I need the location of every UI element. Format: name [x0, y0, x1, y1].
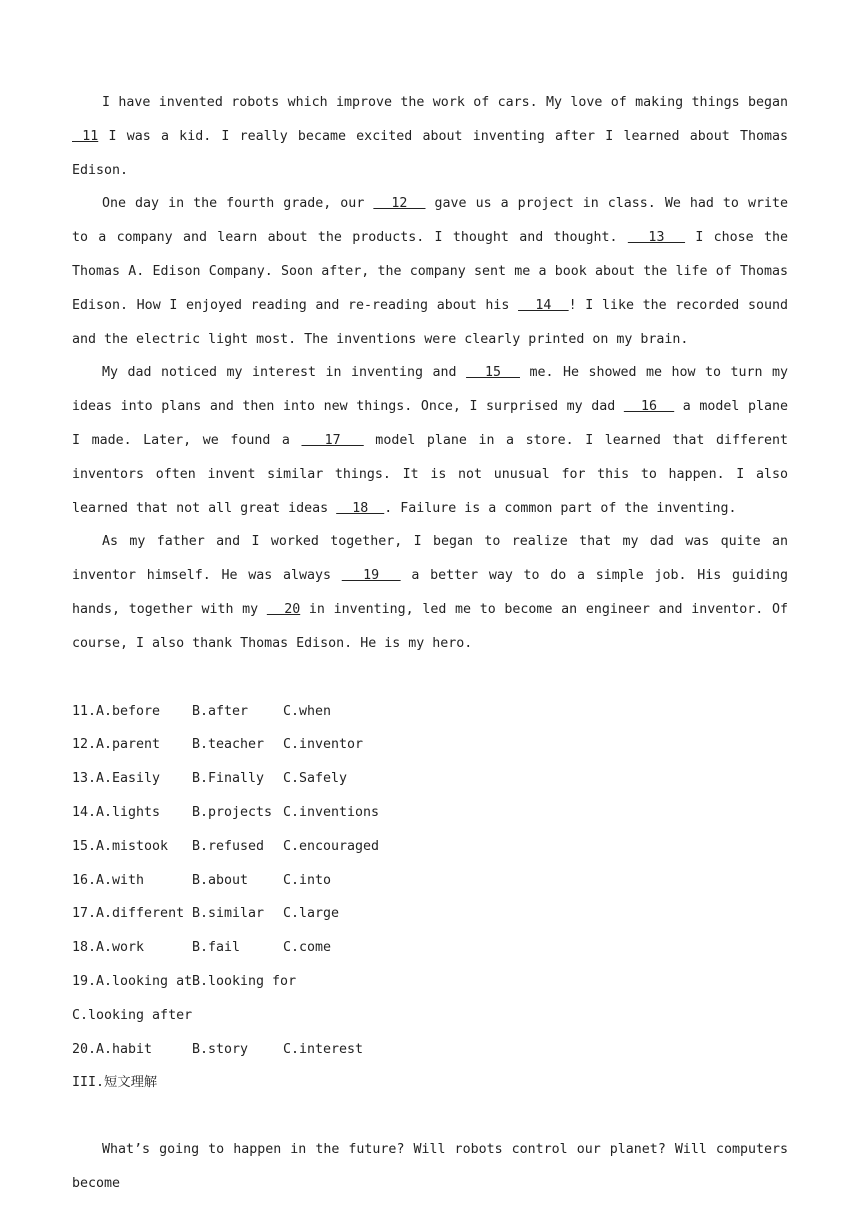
blank-13[interactable]: 13	[627, 230, 686, 246]
document-page	[72, 86, 788, 1201]
option-c[interactable]: C.large	[283, 906, 340, 922]
option-b[interactable]: B.similar	[192, 906, 265, 922]
section-heading: III.短文理解	[72, 1075, 158, 1091]
option-a[interactable]: 17.A.different	[72, 906, 185, 922]
blank-14[interactable]: 14	[518, 297, 569, 313]
option-row-14	[72, 796, 788, 830]
option-a[interactable]: 12.A.parent	[72, 737, 161, 753]
option-b[interactable]: B.about	[192, 872, 249, 888]
option-row-18	[72, 931, 788, 965]
option-a[interactable]: 16.A.with	[72, 872, 145, 888]
option-b[interactable]: B.projects	[192, 804, 273, 820]
blank-12[interactable]: 12	[373, 196, 426, 212]
option-b[interactable]: B.after	[192, 703, 249, 719]
option-c[interactable]: C.come	[283, 940, 332, 956]
blank-16[interactable]: 16	[623, 399, 675, 415]
blank-15[interactable]: 15	[466, 365, 520, 381]
blank-18[interactable]: 18	[336, 500, 385, 516]
option-row-12	[72, 728, 788, 762]
paragraph-1: I have invented robots which improve the work of cars. My love of making things began 11 I was a kid. I really became excited about inventing after I learned about Thomas Edison.	[72, 95, 788, 178]
option-b[interactable]: B.fail	[192, 940, 241, 956]
option-row-19	[72, 965, 788, 999]
option-row-20	[72, 1033, 788, 1067]
blank-20[interactable]: 20	[266, 601, 301, 617]
paragraph-3: My dad noticed my interest in inventing and 15 me. He showed me how to turn my ideas into plans and then into new things. Once, I surprised my dad 16 a model plane I made. Later, we found a 17 model plane in a store. I learned that different inventors often invent similar things. It is not unusual for this to happen. I also learned that not all great ideas 18 . Failure is a common part of the inventing.	[72, 365, 789, 516]
option-c[interactable]: C.when	[283, 703, 332, 719]
option-row-15	[72, 830, 788, 864]
option-a[interactable]: 13.A.Easily	[72, 771, 161, 787]
reading-passage-start: What’s going to happen in the future? Will robots control our planet? Will computers become	[72, 1142, 788, 1191]
options-list	[72, 695, 788, 1067]
option-b[interactable]: B.story	[192, 1041, 249, 1057]
paragraph-4: As my father and I worked together, I began to realize that my dad was quite an inventor himself. He was always 19 a better way to do a simple job. His guiding hands, together with my 20 in inventing, led me to become an engineer and inventor. Of course, I also thank Thomas Edison. He is my hero.	[72, 534, 788, 651]
option-a[interactable]: 14.A.lights	[72, 804, 161, 820]
option-a[interactable]: 18.A.work	[72, 940, 145, 956]
paragraph-2: One day in the fourth grade, our 12 gave us a project in class. We had to write to a company and learn about the products. I thought and thought. 13 I chose the Thomas A. Edison Company. Soon after, the company sent me a book about the life of Thomas Edison. How I enjoyed reading and re-reading about his 14 ! I like the recorded sound and the electric light most. The inventions were clearly printed on my brain.	[72, 196, 788, 347]
blank-11[interactable]: 11	[72, 128, 99, 144]
option-c[interactable]: C.looking after	[72, 1007, 193, 1023]
option-row-13	[72, 762, 788, 796]
option-b[interactable]: B.Finally	[192, 771, 265, 787]
option-row-17	[72, 897, 788, 931]
blank-17[interactable]: 17	[301, 432, 364, 448]
option-a[interactable]: 11.A.before	[72, 703, 161, 719]
option-row-19-c	[72, 999, 788, 1033]
option-c[interactable]: C.interest	[283, 1041, 364, 1057]
option-b[interactable]: B.teacher	[192, 737, 265, 753]
option-c[interactable]: C.Safely	[283, 771, 348, 787]
option-c[interactable]: C.inventor	[283, 737, 364, 753]
option-row-16	[72, 864, 788, 898]
option-c[interactable]: C.into	[283, 872, 332, 888]
option-a[interactable]: 19.A.looking at	[72, 973, 193, 989]
option-row-11	[72, 695, 788, 729]
option-a[interactable]: 15.A.mistook	[72, 838, 169, 854]
option-b[interactable]: B.looking for	[192, 973, 297, 989]
option-c[interactable]: C.encouraged	[283, 838, 380, 854]
option-c[interactable]: C.inventions	[283, 804, 380, 820]
blank-19[interactable]: 19	[341, 568, 401, 584]
option-b[interactable]: B.refused	[192, 838, 265, 854]
option-a[interactable]: 20.A.habit	[72, 1041, 153, 1057]
